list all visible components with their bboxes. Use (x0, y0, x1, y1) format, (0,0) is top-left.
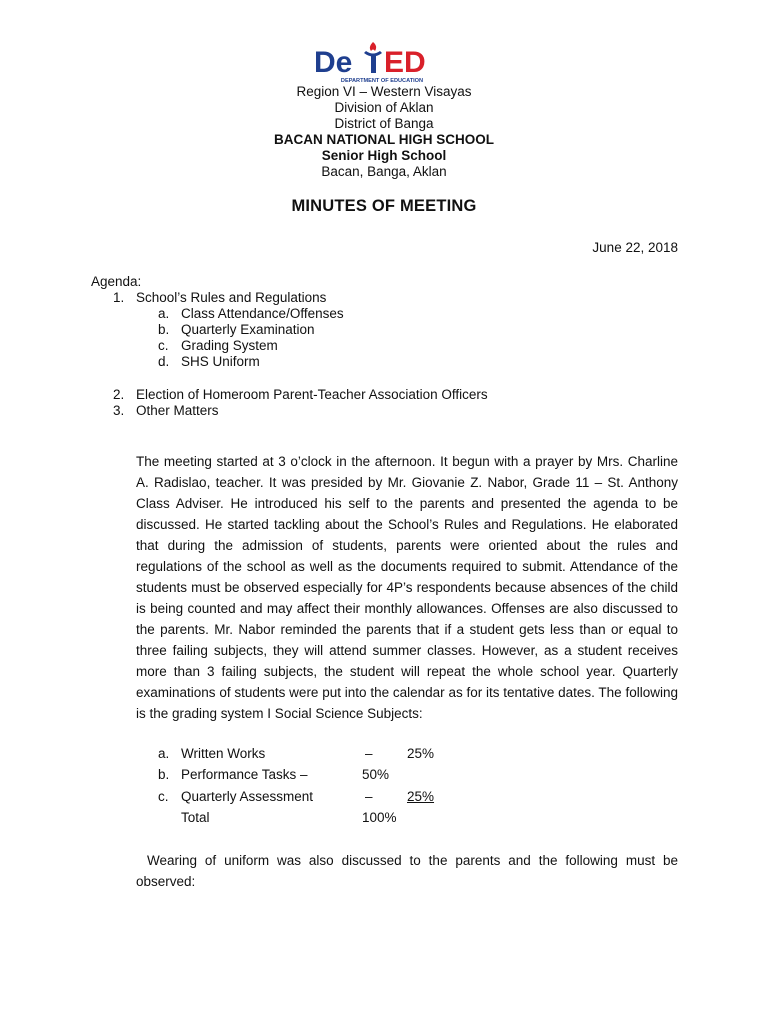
agenda-item-text: Other Matters (136, 403, 219, 418)
grading-letter: b. (158, 767, 170, 782)
agenda-label: Agenda: (91, 274, 142, 289)
header-division: Division of Aklan (334, 100, 434, 115)
agenda-item-number: 2. (113, 387, 125, 402)
agenda-item (113, 403, 219, 418)
grading-dash: – (365, 789, 373, 804)
grading-component: Performance Tasks – (181, 767, 308, 782)
header-district: District of Banga (334, 116, 434, 131)
meeting-date: June 22, 2018 (592, 240, 678, 255)
grading-row (158, 789, 558, 807)
logo-text-right: ED (384, 46, 426, 79)
grading-total-label: Total (181, 810, 210, 825)
minutes-paragraph: The meeting started at 3 o’clock in the afternoon. It begun with a prayer by Mrs. Charline A. Radislao, teacher. It was presided by Mr. Giovanie Z. Nabor, Grade 11 – St. Anthony Class Adviser. He introduced his self to the parents and presented the agenda to be discussed. He started tackling about the School’s Rules and Regulations. He elaborated that during the admission of students, parents were oriented about the rules and regulations of the school as well as the documents required to submit. Attendance of the students must be observed especially for 4P’s respondents because absences of the child is being counted and may affect their monthly allowances. Offenses are also discussed to the parents. Mr. Nabor reminded the parents that if a student gets less than or equal to three failing subjects, they will attend summer classes. However, as a student receives more than 3 failing subjects, the student will repeat the whole school year. Quarterly examinations of students were put into the calendar as for its tentative dates. The following is the grading system I Social Science Subjects: (136, 454, 678, 721)
agenda-item (113, 290, 326, 305)
grading-percent: 25% (407, 746, 435, 761)
grading-total-row (158, 810, 558, 828)
agenda-item-number: 3. (113, 403, 125, 418)
header-school: BACAN NATIONAL HIGH SCHOOL (274, 132, 494, 147)
agenda-subitem (158, 354, 260, 369)
page-title: MINUTES OF MEETING (291, 197, 477, 215)
agenda-subitem-letter: c. (158, 338, 169, 353)
agenda-item-number: 1. (113, 290, 125, 305)
agenda-subitem (158, 338, 278, 353)
grading-row (158, 767, 558, 785)
agenda-subitem-text: Class Attendance/Offenses (181, 306, 344, 321)
agenda-subitem-text: SHS Uniform (181, 354, 260, 369)
grading-letter: a. (158, 746, 170, 761)
grading-component: Written Works (181, 746, 266, 761)
agenda-item (113, 387, 488, 402)
uniform-paragraph: Wearing of uniform was also discussed to the parents and the following must be observed: (136, 853, 678, 889)
agenda-subitem (158, 322, 315, 337)
grading-letter: c. (158, 789, 169, 804)
grading-dash: – (365, 746, 373, 761)
grading-component: Quarterly Assessment (181, 789, 314, 804)
agenda-subitem (158, 306, 344, 321)
header-address: Bacan, Banga, Aklan (321, 164, 447, 179)
grading-row (158, 746, 558, 764)
logo-subtitle: DEPARTMENT OF EDUCATION (340, 78, 424, 84)
header-level: Senior High School (321, 148, 447, 163)
agenda-subitem-text: Grading System (181, 338, 278, 353)
logo-text-left: De (314, 46, 353, 79)
agenda-subitem-letter: d. (158, 354, 170, 369)
grading-percent: 50% (362, 767, 390, 782)
agenda-subitem-letter: b. (158, 322, 170, 337)
deped-logo (312, 40, 452, 84)
grading-percent: 25% (407, 789, 435, 804)
header-region: Region VI – Western Visayas (296, 84, 472, 99)
agenda-item-text: School’s Rules and Regulations (136, 290, 327, 305)
agenda-subitem-letter: a. (158, 306, 170, 321)
grading-total-percent: 100% (362, 810, 397, 825)
agenda-subitem-text: Quarterly Examination (181, 322, 315, 337)
agenda-item-text: Election of Homeroom Parent-Teacher Association Officers (136, 387, 488, 402)
torch-icon (364, 42, 382, 73)
